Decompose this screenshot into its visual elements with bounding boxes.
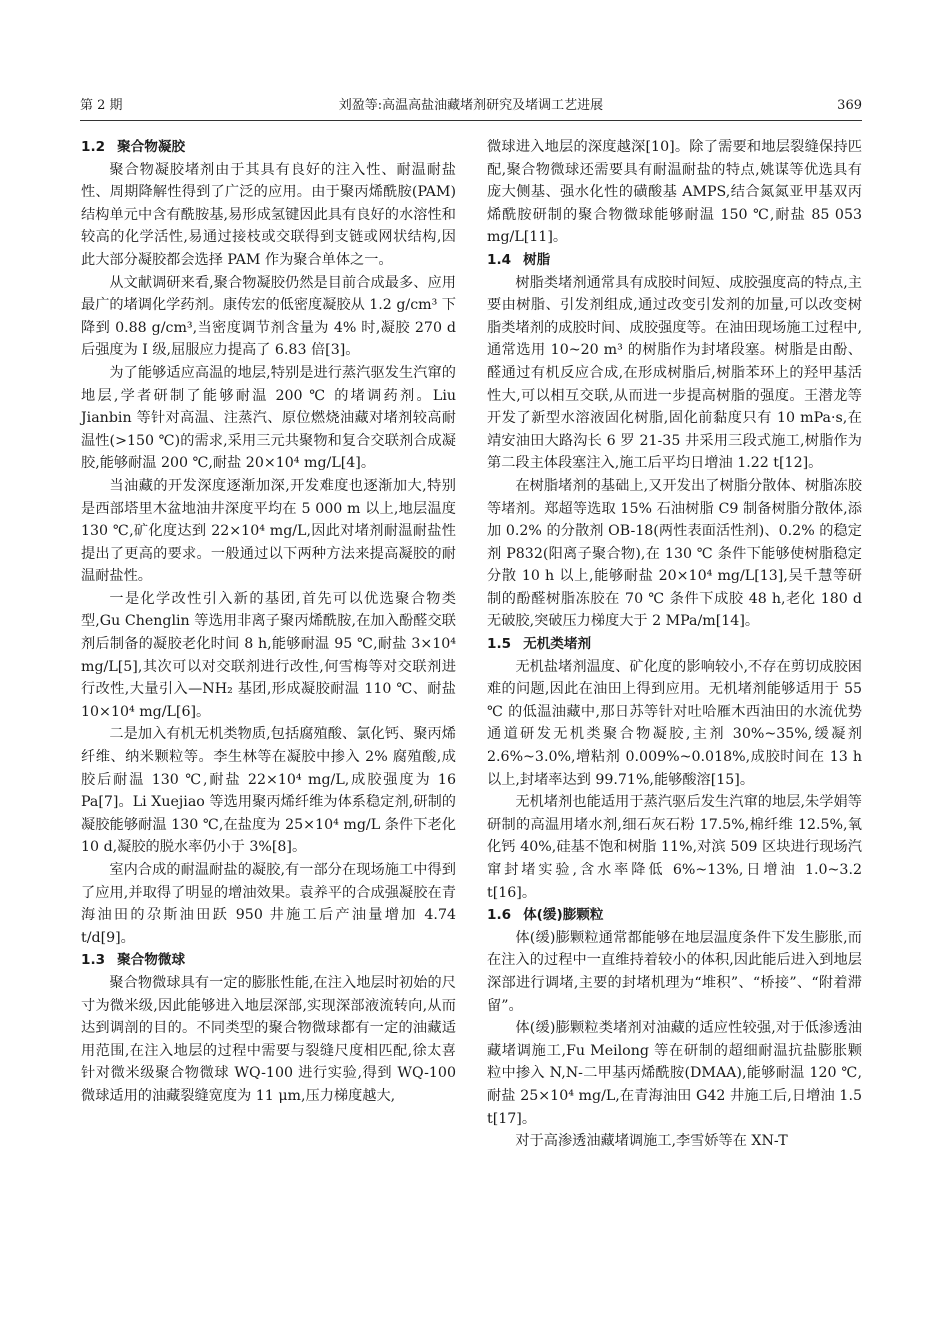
header-rule <box>80 120 862 121</box>
paragraph: 从文献调研来看,聚合物凝胶仍然是目前合成最多、应用最广的堵调化学药剂。康传宏的低密度凝胶从 1.2 g/cm³ 下降到 0.88 g/cm³,当密度调节剂含量为 4% 时,凝胶 270 d 后强度为 I 级,屈服应力提高了 6.83 倍[3]。 <box>81 274 456 359</box>
left-column <box>81 136 456 1108</box>
section-number: 1.2 <box>81 139 106 155</box>
running-title: 刘盈等:高温高盐油藏堵剂研究及堵调工艺进展 <box>338 98 604 113</box>
section-title: 聚合物微球 <box>117 952 186 969</box>
section-heading-1-6 <box>487 904 862 927</box>
section-title: 体(缓)膨颗粒 <box>523 907 604 924</box>
section-heading-1-2 <box>81 136 456 159</box>
paragraph: 室内合成的耐温耐盐的凝胶,有一部分在现场施工中得到了应用,并取得了明显的增油效果。袁养平的合成强凝胶在青海油田的尕斯油田跃 950 井施工后产油量增加 4.74 t/d[9]。 <box>81 862 456 946</box>
section-heading-1-3 <box>81 949 456 972</box>
section-number: 1.4 <box>487 251 512 268</box>
paragraph: 在树脂堵剂的基础上,又开发出了树脂分散体、树脂冻胶等堵剂。郑超等选取 15% 石油树脂 C9 制备树脂分散体,添加 0.2% 的分散剂 OB-18(两性表面活性剂)、0.2% 的稳定剂 P832(阳离子聚合物),在 130 ℃ 条件下能够使树脂稳定分散 10 h 以上,能够耐盐 20×10⁴ mg/L[13],吴千慧等研制的酚醛树脂冻胶在 70 ℃ 条件下成胶 48 h,老化 180 d 无破胶,突破压力梯度大于 2 MPa/m[14]。 <box>487 477 862 630</box>
paragraph: 一是化学改性引入新的基团,首先可以优选聚合物类型,Gu Chenglin 等选用非离子聚丙烯酰胺,在加入酚醛交联剂后制备的凝胶老化时间 8 h,能够耐温 95 ℃,耐盐 3×10⁴ mg/L[5],其次可以对交联剂进行改性,何雪梅等对交联剂进行改性,大量引入—NH₂ 基团,形成凝胶耐温 110 ℃、耐盐 10×10⁴ mg/L[6]。 <box>81 590 456 720</box>
issue-number: 第 2 期 <box>80 98 123 113</box>
paragraph: 树脂类堵剂通常具有成胶时间短、成胶强度高的特点,主要由树脂、引发剂组成,通过改变引发剂的加量,可以改变树脂类堵剂的成胶时间、成胶强度等。在油田现场施工过程中,通常选用 10~20 m³ 的树脂作为封堵段塞。树脂是由酚、醛通过有机反应合成,在形成树脂后,树脂苯环上的羟甲基活性大,可以相互交联,从而进一步提高树脂的强度。王潜龙等开发了新型水溶液固化树脂,固化前黏度只有 10 mPa·s,在靖安油田大路沟长 6 罗 21-35 井采用三段式施工,树脂作为第二段主体段塞注入,施工后平均日增油 1.22 t[12]。 <box>487 274 862 472</box>
paragraph: 聚合物凝胶堵剂由于其具有良好的注入性、耐温耐盐性、周期降解性得到了广泛的应用。由于聚丙烯酰胺(PAM)结构单元中含有酰胺基,易形成氢键因此具有良好的水溶性和较高的化学活性,易通过接枝或交联得到支链或网状结构,因此大部分凝胶都会选择 PAM 作为聚合单体之一。 <box>81 161 456 268</box>
paragraph: 聚合物微球具有一定的膨胀性能,在注入地层时初始的尺寸为微米级,因此能够进入地层深部,实现深部液流转向,从而达到调剖的目的。不同类型的聚合物微球都有一定的油藏适用范围,在注入地层的过程中需要与裂缝尺度相匹配,徐太喜针对微米级聚合物微球 WQ-100 进行实验,得到 WQ-100 微球适用的油藏裂缝宽度为 11 μm,压力梯度越大, <box>81 974 456 1104</box>
section-title: 聚合物凝胶 <box>117 139 186 155</box>
section-heading-1-5 <box>487 633 862 656</box>
paragraph: 体(缓)膨颗粒通常都能够在地层温度条件下发生膨胀,而在注入的过程中一直维持着较小的体积,因此能后进入到地层深部进行调堵,主要的封堵机理为“堆积”、“桥接”、“附着滞留”。 <box>487 929 862 1014</box>
paragraph: 无机堵剂也能适用于蒸汽驱后发生汽窜的地层,朱学娟等研制的高温用堵水剂,细石灰石粉 17.5%,棉纤维 12.5%,氧化钙 40%,硅基不饱和树脂 11%,对滨 509 区块进行现场汽窜封堵实验,含水率降低 6%~13%,日增油 1.0~3.2 t[16]。 <box>487 794 862 901</box>
paragraph: 无机盐堵剂温度、矿化度的影响较小,不存在剪切成胶困难的问题,因此在油田上得到应用。无机堵剂能够适用于 55 ℃ 的低温油藏中,那日苏等针对吐哈雁木西油田的水流优势通道研发无机类聚合物凝胶,主剂 30%~35%,缓凝剂 2.6%~3.0%,增粘剂 0.009%~0.018%,成胶时间在 13 h 以上,封堵率达到 99.71%,能够酸溶[15]。 <box>487 658 862 788</box>
section-title: 树脂 <box>523 251 551 268</box>
right-column <box>487 136 862 1153</box>
section-title: 无机类堵剂 <box>523 636 592 653</box>
paragraph: 二是加入有机无机类物质,包括腐殖酸、氯化钙、聚丙烯纤维、纳米颗粒等。李生林等在凝胶中掺入 2% 腐殖酸,成胶后耐温 130 ℃,耐盐 22×10⁴ mg/L,成胶强度为 16 Pa[7]。Li Xuejiao 等选用聚丙烯纤维为体系稳定剂,研制的凝胶能够耐温 130 ℃,在盐度为 25×10⁴ mg/L 条件下老化 10 d,凝胶的脱水率仍小于 3%[8]。 <box>81 726 456 856</box>
section-heading-1-4 <box>487 249 862 272</box>
paragraph-continued: 微球进入地层的深度越深[10]。除了需要和地层裂缝保持匹配,聚合物微球还需要具有耐温耐盐的特点,姚谋等优选具有庞大侧基、强水化性的磺酸基 AMPS,结合氮氮亚甲基双丙烯酰胺研制的聚合物微球能够耐温 150 ℃,耐盐 85 053 mg/L[11]。 <box>487 139 862 246</box>
paragraph: 对于高渗透油藏堵调施工,李雪娇等在 XN-T <box>515 1133 788 1150</box>
section-number: 1.3 <box>81 952 106 969</box>
page-number: 369 <box>837 98 862 113</box>
section-number: 1.6 <box>487 907 512 924</box>
section-number: 1.5 <box>487 636 512 653</box>
page-header <box>80 96 862 118</box>
paragraph: 体(缓)膨颗粒类堵剂对油藏的适应性较强,对于低渗透油藏堵调施工,Fu Meilong 等在研制的超细耐温抗盐膨胀颗粒中掺入 N,N-二甲基丙烯酰胺(DMAA),能够耐温 120 ℃,耐盐 25×10⁴ mg/L,在青海油田 G42 井施工后,日增油 1.5 t[17]。 <box>487 1020 862 1127</box>
paragraph: 当油藏的开发深度逐渐加深,开发难度也逐渐加大,特别是西部塔里木盆地油井深度平均在 5 000 m 以上,地层温度 130 ℃,矿化度达到 22×10⁴ mg/L,因此对堵剂耐温耐盐性提出了更高的要求。一般通过以下两种方法来提高凝胶的耐温耐盐性。 <box>81 477 456 585</box>
paragraph: 为了能够适应高温的地层,特别是进行蒸汽驱发生汽窜的地层,学者研制了能够耐温 200 ℃ 的堵调药剂。Liu Jianbin 等针对高温、注蒸汽、原位燃烧油藏对堵剂较高耐温性(>150 ℃)的需求,采用三元共聚物和复合交联剂合成凝胶,能够耐温 200 ℃,耐盐 20×10⁴ mg/L[4]。 <box>81 364 456 472</box>
